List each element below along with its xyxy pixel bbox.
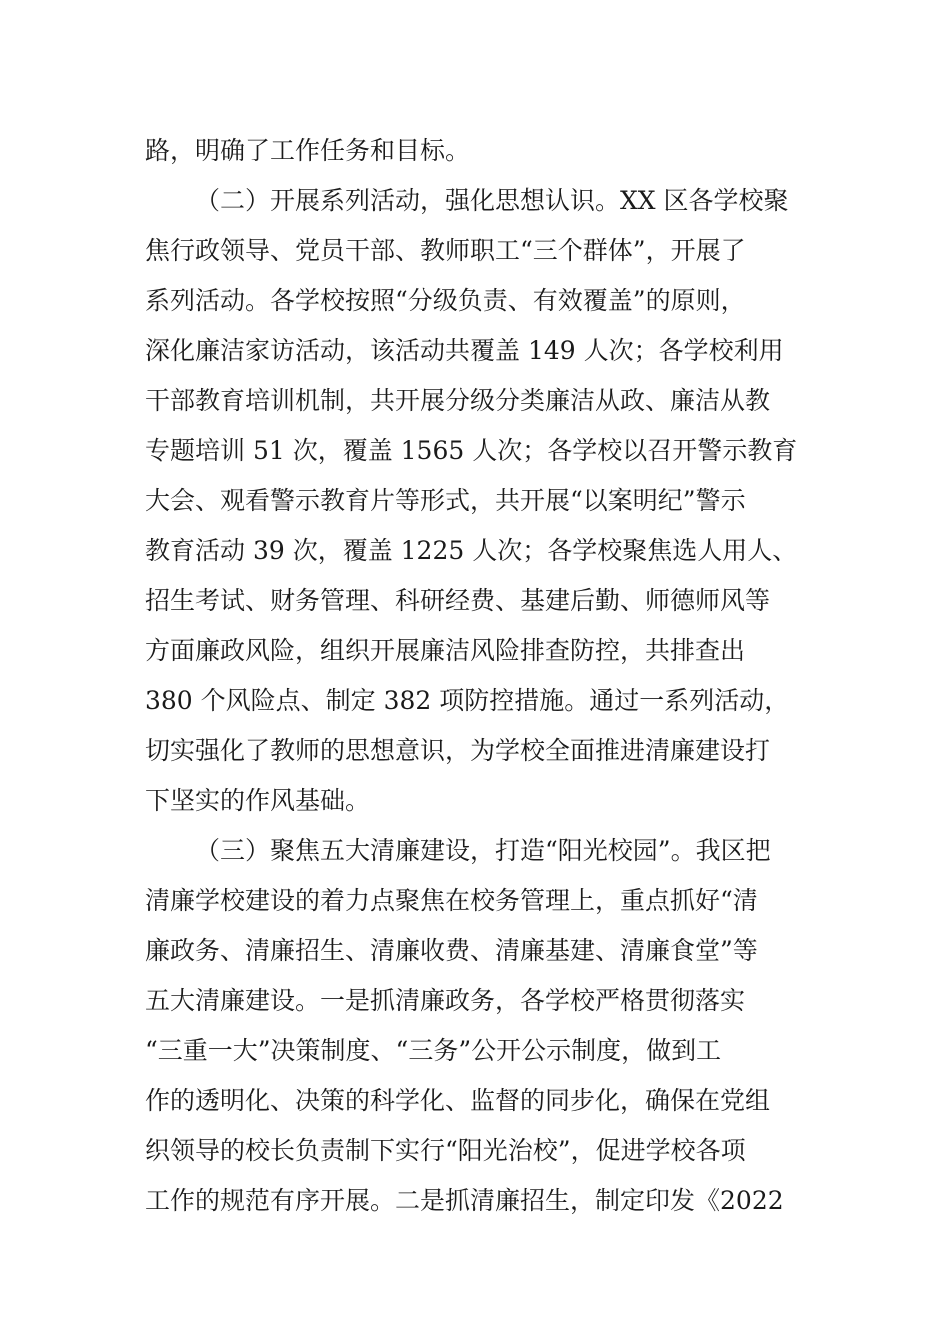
text-line: 廉政务、清廉招生、清廉收费、清廉基建、清廉食堂”等: [145, 936, 758, 965]
text-line: （二）开展系列活动，强化思想认识。XX 区各学校聚: [195, 186, 789, 215]
text-line: 系列活动。各学校按照“分级负责、有效覆盖”的原则，: [145, 286, 746, 315]
text-line: （三）聚焦五大清廉建设，打造“阳光校园”。我区把: [195, 836, 771, 865]
text-line: 大会、观看警示教育片等形式，共开展“以案明纪”警示: [145, 486, 746, 515]
text-line: 作的透明化、决策的科学化、监督的同步化，确保在党组: [145, 1086, 771, 1115]
text-line: 专题培训 51 次，覆盖 1565 人次；各学校以召开警示教育: [145, 436, 798, 465]
text-line: 方面廉政风险，组织开展廉洁风险排查防控，共排查出: [145, 636, 746, 665]
text-line: 干部教育培训机制，共开展分级分类廉洁从政、廉洁从教: [145, 386, 771, 415]
text-line: 路，明确了工作任务和目标。: [145, 136, 471, 165]
text-line: 工作的规范有序开展。二是抓清廉招生，制定印发《2022: [145, 1186, 784, 1215]
text-line: 清廉学校建设的着力点聚焦在校务管理上，重点抓好“清: [145, 886, 758, 915]
text-line: 380 个风险点、制定 382 项防控措施。通过一系列活动，: [145, 686, 790, 715]
text-line: 切实强化了教师的思想意识，为学校全面推进清廉建设打: [145, 736, 771, 765]
text-line: “三重一大”决策制度、“三务”公开公示制度，做到工: [145, 1036, 722, 1065]
text-line: 下坚实的作风基础。: [145, 786, 371, 815]
text-line: 招生考试、财务管理、科研经费、基建后勤、师德师风等: [145, 586, 771, 615]
text-line: 焦行政领导、党员干部、教师职工“三个群体”，开展了: [145, 236, 746, 265]
text-line: 深化廉洁家访活动，该活动共覆盖 149 人次；各学校利用: [145, 336, 784, 365]
text-line: 织领导的校长负责制下实行“阳光治校”，促进学校各项: [145, 1136, 746, 1165]
text-line: 五大清廉建设。一是抓清廉政务，各学校严格贯彻落实: [145, 986, 746, 1015]
text-line: 教育活动 39 次，覆盖 1225 人次；各学校聚焦选人用人、: [145, 536, 798, 565]
